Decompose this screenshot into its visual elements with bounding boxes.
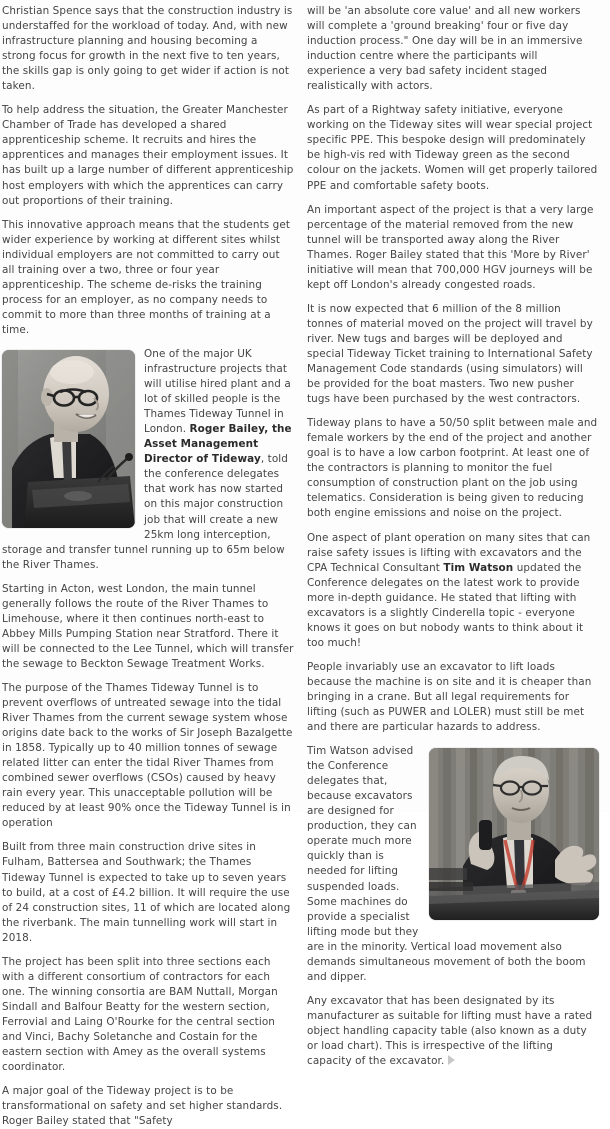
paragraph: The purpose of the Thames Tideway Tunnel is to prevent overflows of untreated sewage into the tidal River Thames from the current sewage system whose origins date back to the works of Sir Joseph Bazalgette in 1858. Typically up to 40 million tonnes of sewage related litter can enter the tidal River Thames from combined sewer overflows (CSOs) caused by heavy rain every year. This unacceptable pollution will be reduced by at least 90% once the Tideway Tunnel is in operation: [2, 681, 293, 830]
roger-bailey-title-bold: Roger Bailey, the Asset Management Director of Tideway: [144, 423, 292, 466]
paragraph-column-start: will be 'an absolute core value' and all new workers will complete a 'ground breaking' four or five day induction process." One day will be in an immersive induction centre where the participants will experience a very bad safety incident staged realistically with actors.: [307, 5, 583, 93]
paragraph: It is now expected that 6 million of the 8 million tonnes of material moved on the project will travel by river. New tugs and barges will be deployed and special Tideway Ticket training to International Safety Management Code standards (using simulators) will be provided for the boat masters. Two new pusher tugs have been purchased by the west contractors.: [307, 302, 593, 406]
photo-artwork: [429, 748, 599, 920]
paragraph: Starting in Acton, west London, the main tunnel generally follows the route of the River Thames to Limehouse, where it then continues north-east to Abbey Mills Pumping Station near Stratford. There it will be connected to the Lee Tunnel, which will transfer the sewage to Beckton Sewage Treatment Works.: [2, 582, 294, 670]
left-column: [2, 4, 294, 1128]
paragraph-text-after-bold: updated the Conference delegates on the latest work to provide more in-depth guidance. He stated that lifting with excavators is a slightly Cinderella topic - everyone knows it goes on but nobody wants to think about it too much!: [307, 561, 584, 649]
paragraph: An important aspect of the project is that a very large percentage of the material removed from the new tunnel will be transported away along the River Thames. Roger Bailey stated that this 'More by River' initiative will mean that 700,000 HGV journeys will be kept off London's already congested roads.: [307, 203, 594, 291]
paragraph: People invariably use an excavator to lift loads because the machine is on site and it is cheaper than bringing in a crane. But all legal requirements for lifting (such as PUWER and LOLER) must still be met and there are particular hazards to address.: [307, 660, 592, 734]
paragraph: To help address the situation, the Greater Manchester Chamber of Trade has developed a shared apprenticeship scheme. It recruits and hires the apprentices and manages their employment issues. It has built up a large number of different apprenticeship host employers with which the apprentices can carry out proportions of their training.: [2, 104, 294, 207]
paragraph: Christian Spence says that the construction industry is understaffed for the workload of today. And, with new infrastructure planning and housing becoming a strong focus for growth in the next five to ten years, the skills gap is only going to get wider if action is not taken.: [2, 5, 293, 93]
tim-watson-speaking-photo: [429, 748, 599, 920]
paragraph-final: [307, 994, 599, 1069]
photo-artwork: [2, 350, 135, 528]
tim-watson-name-bold: Tim Watson: [443, 561, 514, 574]
paragraph: Tideway plans to have a 50/50 split between male and female workers by the end of the project and another goal is to have a low carbon footprint. At least one of the contractors is planning to monitor the fuel consumption of construction plant on the job using telematics. Consideration is being given to reducing both engine emissions and noise on the project.: [307, 417, 598, 520]
right-column: [307, 4, 599, 1068]
paragraph: Built from three main construction drive sites in Fulham, Battersea and Southwark; the Thames Tideway Tunnel is expected to take up to seven years to build, at a cost of £4.2 billion. It will require the use of 24 construction sites, 11 of which are located along the riverbank. The main tunnelling work will start in 2018.: [2, 841, 291, 944]
paragraph-text-before-bold: One of the major UK infrastructure projects that will utilise hired plant and a lot of skilled people is the Thames Tideway Tunnel in London.: [144, 347, 291, 436]
continue-arrow-icon: [448, 1055, 455, 1065]
paragraph: This innovative approach means that the students get wider experience by working at different sites whilst individual employers are not committed to carry out all training over a two, three or four year apprenticeship. The scheme de-risks the training process for an employer, as no company needs to commit to more than three months of training at a time.: [2, 218, 291, 336]
paragraph-column-end: A major goal of the Tideway project is to be transformational on safety and set higher standards. Roger Bailey stated that "Safety: [2, 1085, 283, 1128]
paragraph-final-text: Any excavator that has been designated by its manufacturer as suitable for lifting must have a rated object handling capacity table (also known as a duty or load chart). This is irrespective of the lifting capacity of the excavator.: [307, 994, 593, 1068]
paragraph-wrapped-around-photo: Tim Watson advised the Conference delegates that, because excavators are designed for production, they can operate much more quickly than is needed for lifting suspended loads. Some machines do provide a specialist lifting mode but they are in the minority. Vertical load movement also demands simultaneous movement of both the boom and dipper.: [307, 745, 586, 983]
paragraph-text-after-bold: , told the conference delegates that work has now started on this major construction job that will create a new 25km long interception, storage and transfer tunnel running up to 65m below the River Thames.: [2, 453, 288, 571]
paragraph: As part of a Rightway safety initiative, everyone working on the Tideway sites will wear special project specific PPE. This bespoke design will predominately be high-vis red with Tideway green as the second colour on the jackets. Women will get properly tailored PPE and comfortable safety boots.: [307, 104, 598, 192]
roger-bailey-podium-photo: [2, 350, 135, 528]
paragraph: The project has been split into three sections each with a different consortium of contractors for each one. The winning consortia are BAM Nuttall, Morgan Sindall and Balfour Beatty for the western section, Ferrovial and Laing O'Rourke for the central section and Vinci, Bachy Soletanche and Costain for the eastern section with Amey as the overall systems coordinator.: [2, 955, 278, 1074]
paragraph-with-bold-name: [307, 531, 599, 651]
paragraph-text-before-bold: One aspect of plant operation on many sites that can raise safety issues is lifting with excavators and the CPA Technical Consultant: [307, 531, 591, 574]
